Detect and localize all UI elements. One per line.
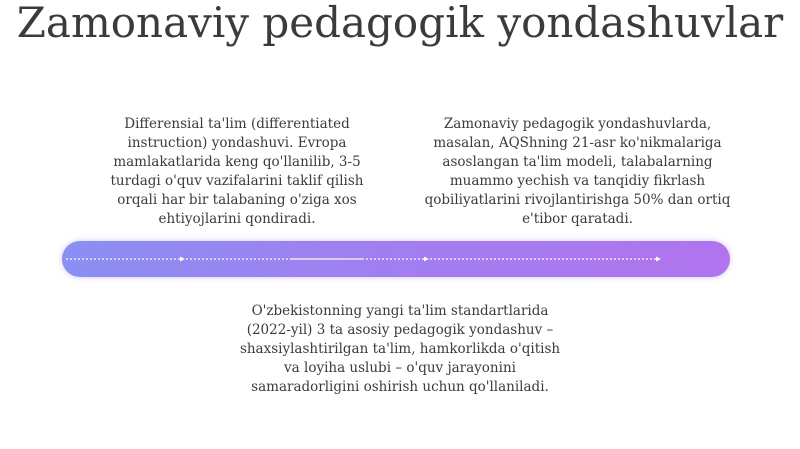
text-block-21st-century-skills: Zamonaviy pedagogik yondashuvlarda, masalan, AQShning 21-asr ko'nikmalariga asoslangan ta'lim modeli, talabalarning muammo yechish va tanqidiy fikrlash qobiliyatlarini rivojlantirishga 50% dan ortiq e'tibor qaratadi. (424, 116, 731, 227)
text-block-differentiated-instruction: Differensial ta'lim (differentiated instruction) yondashuvi. Evropa mamlakatlarida keng qo'llanilib, 3-5 turdagi o'quv vazifalarini taklif qilish orqali har bir talabaning o'ziga xos ehtiyojlarini qondiradi. (110, 116, 364, 227)
timeline-arrowhead (656, 257, 661, 262)
text-block-uzbekistan-standards: O'zbekistonning yangi ta'lim standartlarida (2022-yil) 3 ta asosiy pedagogik yondashuv – shaxsiylashtirilgan ta'lim, hamkorlikda o'qitish va loyiha uslubi – o'quv jarayonini samaradorligini oshirish uchun qo'llaniladi. (239, 303, 561, 395)
slide-title: Zamonaviy pedagogik yondashuvlar (16, 0, 784, 47)
timeline-arrowhead (180, 257, 185, 262)
timeline-arrows (62, 241, 730, 277)
timeline-arrowhead (424, 257, 429, 262)
timeline-bar (62, 241, 730, 277)
